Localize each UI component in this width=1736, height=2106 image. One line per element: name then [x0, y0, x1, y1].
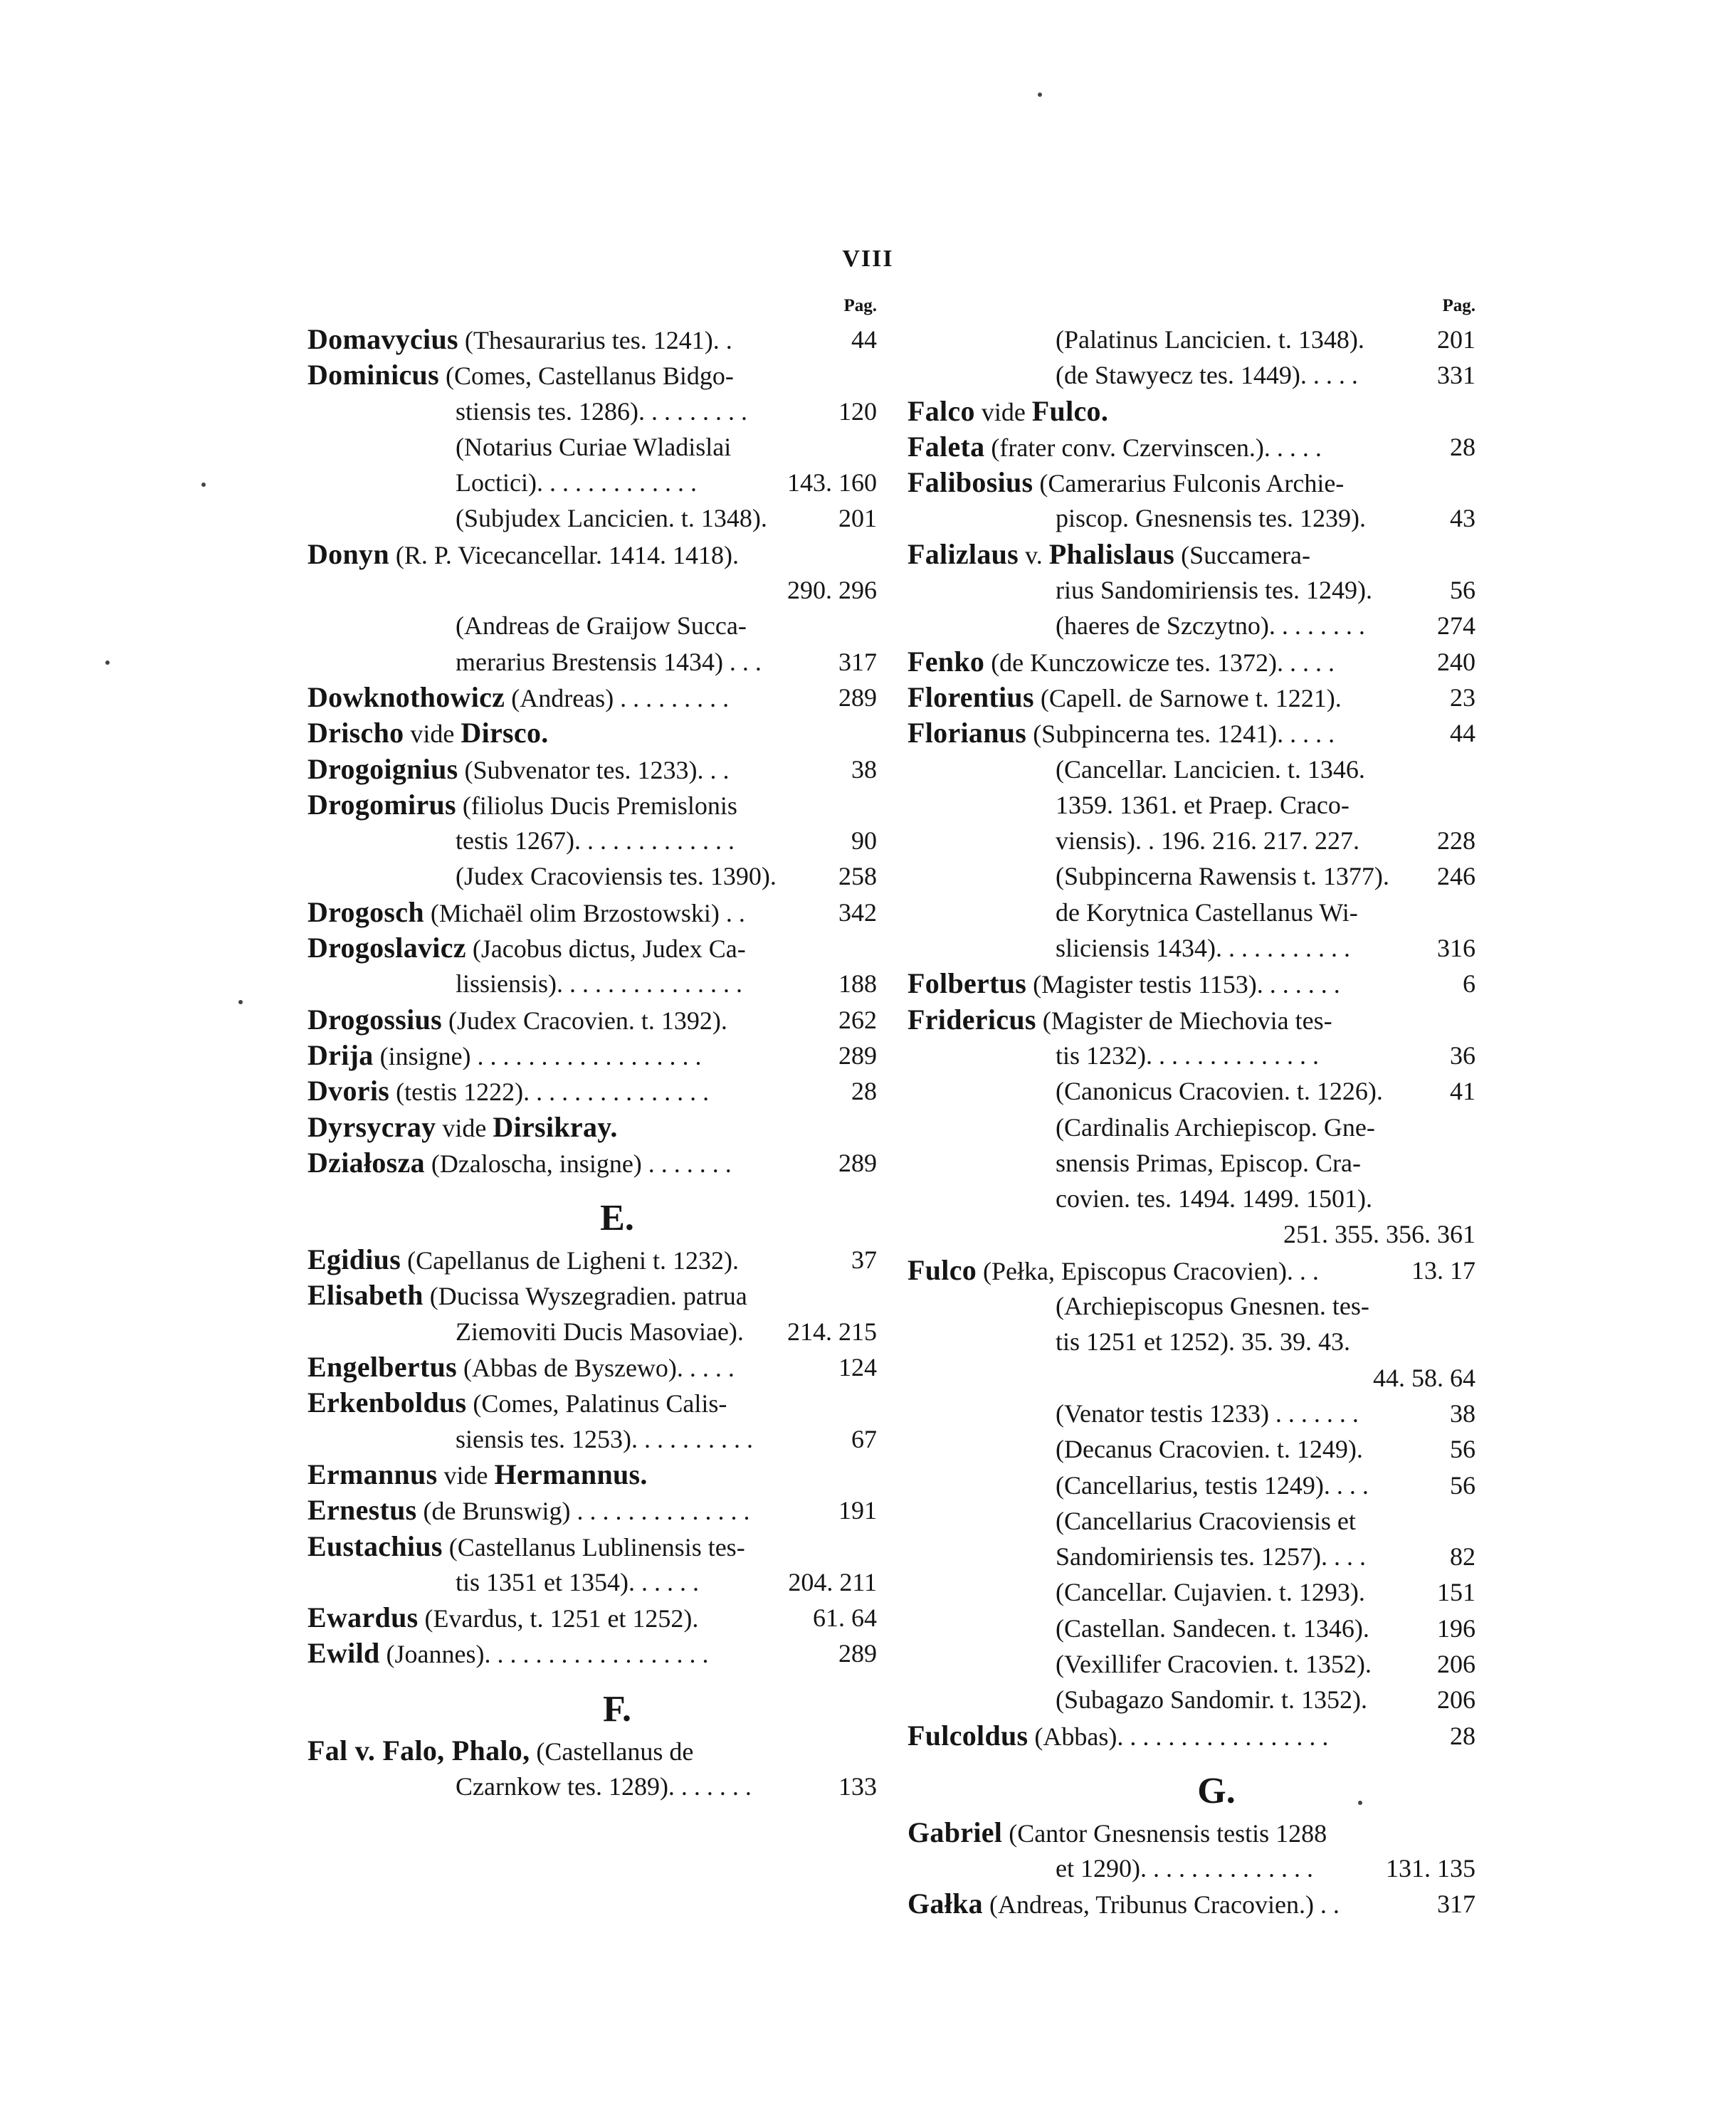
entry-name: Działosza	[307, 1146, 425, 1179]
entry-name: Faleta	[908, 430, 985, 463]
index-column-left	[307, 290, 877, 1804]
section-letter: G.	[1197, 1770, 1236, 1811]
index-subentry	[908, 572, 1475, 608]
page-reference: 90	[847, 823, 877, 858]
index-subentry	[307, 608, 877, 643]
entry-description: Ziemoviti Ducis Masoviae).	[456, 1317, 744, 1346]
index-entry	[307, 1073, 877, 1109]
section-gap	[307, 1181, 877, 1195]
entry-description: (Capellanus de Ligheni t. 1232).	[401, 1246, 739, 1275]
index-entry	[307, 680, 877, 715]
entry-name: Fal v. Falo, Phalo,	[307, 1734, 530, 1767]
entry-name: Domavycius	[307, 323, 458, 355]
entry-name: Dvoris	[307, 1075, 390, 1107]
index-entry	[307, 1242, 877, 1278]
entry-description: (Subagazo Sandomir. t. 1352).	[1056, 1685, 1367, 1715]
index-entry	[908, 1815, 1475, 1850]
page-reference: 23	[1446, 680, 1475, 715]
index-subentry	[908, 1574, 1475, 1610]
page-reference: 246	[1433, 858, 1475, 894]
index-entry	[307, 1038, 877, 1073]
entry-name: Elisabeth	[307, 1279, 424, 1312]
entry-name: Ermannus	[307, 1458, 438, 1490]
index-subentry	[908, 1324, 1475, 1359]
entry-description: (haeres de Szczytno). . . . . . . .	[1056, 611, 1365, 641]
entry-description: (Cancellarius Cracoviensis et	[1056, 1506, 1356, 1535]
page-reference: 342	[834, 895, 877, 930]
index-subentry	[908, 1360, 1475, 1396]
entry-description: lissiensis). . . . . . . . . . . . . . .	[456, 969, 743, 999]
section-letter: E.	[600, 1198, 634, 1239]
entry-description: piscop. Gnesnensis tes. 1239).	[1056, 504, 1366, 533]
index-subentry	[307, 644, 877, 680]
index-subentry	[908, 930, 1475, 966]
index-subentry	[307, 465, 877, 500]
index-subentry	[908, 1073, 1475, 1109]
entry-name: Fulcoldus	[908, 1719, 1029, 1752]
entry-name: Drischo	[307, 717, 404, 749]
entry-description: (frater conv. Czervinscen.). . . . .	[984, 433, 1322, 462]
page-reference: 28	[1446, 429, 1475, 465]
index-subentry	[307, 858, 877, 894]
entry-description: siensis tes. 1253). . . . . . . . . .	[456, 1424, 753, 1453]
index-entry	[307, 1457, 877, 1492]
page-reference: 44. 58. 64	[1369, 1360, 1475, 1396]
entry-description: rius Sandomiriensis tes. 1249).	[1056, 576, 1372, 605]
index-subentry	[307, 1564, 877, 1600]
page-reference: 204. 211	[784, 1564, 877, 1600]
entry-description: (testis 1222). . . . . . . . . . . . . . .	[389, 1078, 710, 1107]
entry-name: Gałka	[908, 1887, 983, 1920]
entry-description: tis 1232). . . . . . . . . . . . . .	[1056, 1041, 1320, 1070]
index-subentry	[908, 1431, 1475, 1467]
index-entry	[307, 1110, 877, 1145]
index-subentry	[908, 1468, 1475, 1503]
entry-description: (de Stawyecz tes. 1449). . . . .	[1056, 361, 1358, 390]
entry-description: (Dzaloscha, insigne) . . . . . . .	[424, 1149, 732, 1178]
page-reference: 133	[834, 1769, 877, 1804]
index-subentry	[307, 1421, 877, 1457]
entry-description: tis 1351 et 1354). . . . . .	[456, 1567, 699, 1596]
page-reference: 44	[847, 322, 877, 357]
entry-description: Sandomiriensis tes. 1257). . . .	[1056, 1542, 1366, 1571]
section-letter: F.	[603, 1688, 631, 1729]
page-reference: 38	[847, 752, 877, 787]
page-reference: 36	[1446, 1038, 1475, 1073]
entry-name: Drogosch	[307, 895, 424, 928]
page-reference: 317	[834, 644, 877, 680]
entry-description: vide	[974, 397, 1032, 426]
page-reference: 124	[834, 1349, 877, 1385]
index-subentry	[307, 966, 877, 1001]
entry-name: Fulco	[908, 1253, 977, 1286]
entry-list	[908, 322, 1475, 1922]
index-entry	[908, 644, 1475, 680]
index-entry	[307, 322, 877, 357]
page-reference: 251. 355. 356. 361	[1279, 1216, 1475, 1252]
page-reference: 317	[1433, 1886, 1475, 1922]
entry-description: (Evardus, t. 1251 et 1252).	[418, 1604, 699, 1633]
entry-description: (Decanus Cracovien. t. 1249).	[1056, 1435, 1363, 1464]
index-subentry	[307, 500, 877, 536]
page-reference: 13. 17	[1407, 1253, 1475, 1288]
page-number: VIII	[842, 246, 894, 272]
page-reference: 37	[847, 1242, 877, 1278]
entry-description: (Andreas, Tribunus Cracovien.) . .	[982, 1890, 1340, 1920]
entry-name: Drogossius	[307, 1003, 442, 1036]
page-reference: 274	[1433, 608, 1475, 643]
page-reference: 38	[1446, 1396, 1475, 1431]
entry-description: covien. tes. 1494. 1499. 1501).	[1056, 1184, 1372, 1213]
entry-description: (Magister de Miechovia tes-	[1036, 1006, 1332, 1035]
page-reference: 289	[834, 1145, 877, 1181]
page-reference: 188	[834, 966, 877, 1001]
page-reference: 262	[834, 1002, 877, 1038]
entry-description: merarius Brestensis 1434) . . .	[456, 647, 762, 676]
index-entry	[307, 537, 877, 572]
entry-name: Drogoignius	[307, 752, 458, 785]
page-reference: 131. 135	[1382, 1850, 1475, 1886]
index-subentry	[908, 322, 1475, 357]
entry-description: 1359. 1361. et Praep. Craco-	[1056, 790, 1350, 819]
index-subentry	[908, 1682, 1475, 1717]
entry-description: snensis Primas, Episcop. Cra-	[1056, 1148, 1361, 1177]
entry-description: testis 1267). . . . . . . . . . . . .	[456, 826, 735, 855]
entry-name: Drogoslavicz	[307, 932, 466, 964]
page-reference: 289	[834, 1038, 877, 1073]
index-entry	[307, 1529, 877, 1564]
index-entry	[908, 966, 1475, 1001]
entry-name: Dominicus	[307, 359, 439, 391]
page-reference: 331	[1433, 357, 1475, 393]
entry-description: (Comes, Castellanus Bidgo-	[438, 362, 734, 391]
entry-description: (filiolus Ducis Premislonis	[456, 791, 737, 820]
entry-name: Florianus	[908, 717, 1027, 749]
entry-description: tis 1251 et 1252). 35. 39. 43.	[1056, 1327, 1350, 1357]
index-subentry	[908, 1038, 1475, 1073]
entry-name: Erkenboldus	[307, 1386, 467, 1419]
page-reference: 206	[1433, 1682, 1475, 1717]
cross-reference: Dirsco.	[461, 717, 549, 749]
entry-name: Falibosius	[908, 466, 1033, 499]
entry-name: Donyn	[307, 537, 389, 570]
index-column-right	[908, 290, 1475, 1922]
page-reference: 143. 160	[783, 465, 877, 500]
entry-name: Gabriel	[908, 1816, 1003, 1848]
page-reference: 201	[834, 500, 877, 536]
page-reference: 61. 64	[809, 1600, 877, 1636]
index-subentry	[908, 895, 1475, 930]
entry-description: (de Brunswig) . . . . . . . . . . . . . .	[416, 1497, 750, 1526]
entry-description: vide	[437, 1460, 495, 1490]
cross-reference: Phalislaus	[1048, 537, 1175, 570]
entry-description: (Canonicus Cracovien. t. 1226).	[1056, 1077, 1383, 1106]
page-reference: 56	[1446, 572, 1475, 608]
page-reference: 67	[847, 1421, 877, 1457]
index-entry	[908, 715, 1475, 751]
cross-reference: Hermannus.	[494, 1458, 648, 1490]
entry-list	[307, 322, 877, 1804]
entry-description: Czarnkow tes. 1289). . . . . . .	[456, 1771, 752, 1801]
index-subentry	[908, 357, 1475, 393]
index-entry	[307, 1385, 877, 1421]
index-subentry	[908, 500, 1475, 536]
scan-speck	[201, 483, 206, 487]
entry-description: (Abbas de Byszewo). . . . .	[456, 1354, 735, 1383]
entry-description: de Korytnica Castellanus Wi-	[1056, 897, 1358, 927]
entry-description: (Venator testis 1233) . . . . . . .	[1056, 1399, 1359, 1428]
entry-name: Ernestus	[307, 1494, 417, 1527]
page-reference: 41	[1446, 1073, 1475, 1109]
entry-description: (Vexillifer Cracovien. t. 1352).	[1056, 1649, 1372, 1678]
index-subentry	[908, 787, 1475, 823]
index-entry	[307, 1733, 877, 1769]
index-entry	[307, 1636, 877, 1671]
entry-name: Fenko	[908, 645, 985, 678]
entry-name: Drogomirus	[307, 788, 456, 821]
index-subentry	[307, 394, 877, 429]
index-subentry	[307, 429, 877, 465]
entry-name: Falco	[908, 394, 975, 427]
index-subentry	[307, 1314, 877, 1349]
entry-description: (Castellanus de	[530, 1737, 694, 1766]
entry-description: (Subpincerna tes. 1241). . . . .	[1026, 720, 1335, 749]
entry-description: (Subpincerna Rawensis t. 1377).	[1056, 862, 1389, 891]
index-entry	[908, 1002, 1475, 1038]
page-reference: 206	[1433, 1646, 1475, 1682]
entry-description: (Castellan. Sandecen. t. 1346).	[1056, 1613, 1369, 1643]
index-entry	[908, 680, 1475, 715]
page-reference: 56	[1446, 1468, 1475, 1503]
index-subentry	[908, 1216, 1475, 1252]
entry-name: Dyrsycray	[307, 1110, 436, 1143]
entry-description: Loctici). . . . . . . . . . . . .	[456, 468, 697, 497]
index-subentry	[908, 1611, 1475, 1646]
entry-name: Eustachius	[307, 1530, 443, 1562]
index-subentry	[908, 1503, 1475, 1539]
index-entry	[307, 357, 877, 393]
index-subentry	[908, 1850, 1475, 1886]
entry-name: Ewardus	[307, 1601, 419, 1634]
entry-description: (Cancellarius, testis 1249). . . .	[1056, 1470, 1369, 1500]
cross-reference: Dirsikray.	[493, 1110, 618, 1143]
index-entry	[307, 1349, 877, 1385]
pag-header: Pag.	[843, 296, 877, 315]
page-reference: 201	[1433, 322, 1475, 357]
entry-description: (Andreas) . . . . . . . . .	[505, 683, 730, 712]
entry-description: (Magister testis 1153). . . . . . .	[1026, 970, 1340, 999]
entry-description: (de Kunczowicze tes. 1372). . . . .	[984, 648, 1335, 677]
entry-name: Ewild	[307, 1637, 380, 1670]
entry-description: (Cancellar. Cujavien. t. 1293).	[1056, 1578, 1365, 1607]
index-subentry	[908, 823, 1475, 858]
entry-name: Drija	[307, 1038, 374, 1071]
index-subentry	[307, 823, 877, 858]
entry-description: (Succamera-	[1174, 540, 1311, 569]
entry-description: stiensis tes. 1286). . . . . . . . .	[456, 396, 747, 426]
index-subentry	[908, 1181, 1475, 1216]
index-subentry	[908, 1396, 1475, 1431]
page-reference: 214. 215	[783, 1314, 877, 1349]
index-entry	[307, 895, 877, 930]
page-reference: 56	[1446, 1431, 1475, 1467]
index-entry	[908, 465, 1475, 500]
index-entry	[307, 715, 877, 751]
entry-description: (Judex Cracoviensis tes. 1390).	[456, 862, 777, 891]
entry-description: (Judex Cracovien. t. 1392).	[441, 1006, 727, 1035]
index-entry	[908, 429, 1475, 465]
index-subentry	[908, 1288, 1475, 1324]
index-entry	[307, 1002, 877, 1038]
index-entry	[307, 752, 877, 787]
section-gap	[307, 1672, 877, 1686]
page-reference: 316	[1433, 930, 1475, 966]
entry-description: (Cardinalis Archiepiscop. Gne-	[1056, 1112, 1375, 1142]
entry-name: Engelbertus	[307, 1351, 457, 1384]
entry-description: (Ducissa Wyszegradien. patrua	[423, 1282, 747, 1311]
entry-description: (Comes, Palatinus Calis-	[466, 1389, 727, 1418]
entry-description: v.	[1019, 540, 1049, 569]
index-entry	[908, 394, 1475, 429]
entry-description: (Capell. de Sarnowe t. 1221).	[1033, 683, 1342, 712]
index-entry	[307, 1145, 877, 1181]
entry-description: (Camerarius Fulconis Archie-	[1033, 469, 1345, 498]
page-reference: 290. 296	[783, 572, 877, 608]
entry-description: (Subvenator tes. 1233). . .	[458, 755, 730, 784]
entry-name: Dowknothowicz	[307, 680, 505, 713]
page-reference: 82	[1446, 1539, 1475, 1574]
entry-description: (Cantor Gnesnensis testis 1288	[1002, 1818, 1327, 1848]
entry-description: (Palatinus Lancicien. t. 1348).	[1056, 325, 1364, 354]
page-reference: 43	[1446, 500, 1475, 536]
scan-speck	[238, 1000, 243, 1004]
index-entry	[307, 1492, 877, 1528]
entry-description: et 1290). . . . . . . . . . . . . .	[1056, 1854, 1313, 1883]
page-reference: 228	[1433, 823, 1475, 858]
scan-speck	[1358, 1801, 1362, 1805]
index-entry	[307, 930, 877, 966]
entry-description: (Jacobus dictus, Judex Ca-	[465, 934, 746, 964]
entry-description: vide	[436, 1113, 493, 1142]
entry-description: (Joannes). . . . . . . . . . . . . . . . . .	[379, 1640, 709, 1669]
entry-description: (Notarius Curiae Wladislai	[456, 432, 732, 461]
index-entry	[908, 1886, 1475, 1922]
entry-name: Egidius	[307, 1243, 401, 1276]
entry-name: Folbertus	[908, 967, 1027, 1000]
entry-description: (Archiepiscopus Gnesnen. tes-	[1056, 1292, 1369, 1321]
page-reference: 289	[834, 1636, 877, 1671]
entry-description: (Castellanus Lublinensis tes-	[442, 1532, 745, 1562]
page-reference: 258	[834, 858, 877, 894]
entry-description: (Pełka, Episcopus Cracovien). . .	[977, 1256, 1319, 1285]
scan-speck	[105, 660, 110, 665]
entry-description: (Andreas de Graijow Succa-	[456, 611, 747, 641]
index-entry	[307, 1278, 877, 1313]
page-reference: 289	[834, 680, 877, 715]
entry-description: (Subjudex Lancicien. t. 1348).	[456, 504, 767, 533]
index-entry	[307, 1600, 877, 1636]
index-subentry	[908, 608, 1475, 643]
section-gap	[908, 1754, 1475, 1768]
index-subentry	[908, 1145, 1475, 1181]
index-entry	[307, 787, 877, 823]
page-reference: 28	[1446, 1718, 1475, 1754]
entry-description: (Abbas). . . . . . . . . . . . . . . . .	[1028, 1722, 1329, 1751]
index-subentry	[908, 752, 1475, 787]
index-subentry	[908, 858, 1475, 894]
page-reference: 6	[1458, 966, 1475, 1001]
entry-description: (Michaël olim Brzostowski) . .	[424, 898, 745, 927]
entry-description: (insigne) . . . . . . . . . . . . . . . . . .	[373, 1041, 702, 1070]
page-reference: 196	[1433, 1611, 1475, 1646]
entry-description: (R. P. Vicecancellar. 1414. 1418).	[389, 540, 739, 569]
index-subentry	[307, 1769, 877, 1804]
page-reference: 191	[834, 1492, 877, 1528]
page-reference: 120	[834, 394, 877, 429]
entry-description: (Cancellar. Lancicien. t. 1346.	[1056, 754, 1365, 784]
page-reference: 28	[847, 1073, 877, 1109]
index-subentry	[307, 572, 877, 608]
entry-description: vide	[404, 720, 461, 749]
entry-name: Falizlaus	[908, 537, 1019, 570]
index-entry	[908, 1718, 1475, 1754]
index-entry	[908, 537, 1475, 572]
index-entry	[908, 1253, 1475, 1288]
cross-reference: Fulco.	[1031, 394, 1109, 427]
entry-name: Fridericus	[908, 1003, 1036, 1036]
entry-description: sliciensis 1434). . . . . . . . . . .	[1056, 934, 1350, 963]
entry-name: Florentius	[908, 680, 1034, 713]
index-subentry	[908, 1110, 1475, 1145]
scan-speck	[1038, 93, 1042, 97]
index-subentry	[908, 1539, 1475, 1574]
page-reference: 240	[1433, 644, 1475, 680]
page-reference: 151	[1433, 1574, 1475, 1610]
entry-description: (Thesaurarius tes. 1241). .	[458, 326, 732, 354]
pag-header: Pag.	[1442, 296, 1475, 315]
page-reference: 44	[1446, 715, 1475, 751]
index-subentry	[908, 1646, 1475, 1682]
entry-description: viensis). . 196. 216. 217. 227.	[1056, 826, 1359, 855]
